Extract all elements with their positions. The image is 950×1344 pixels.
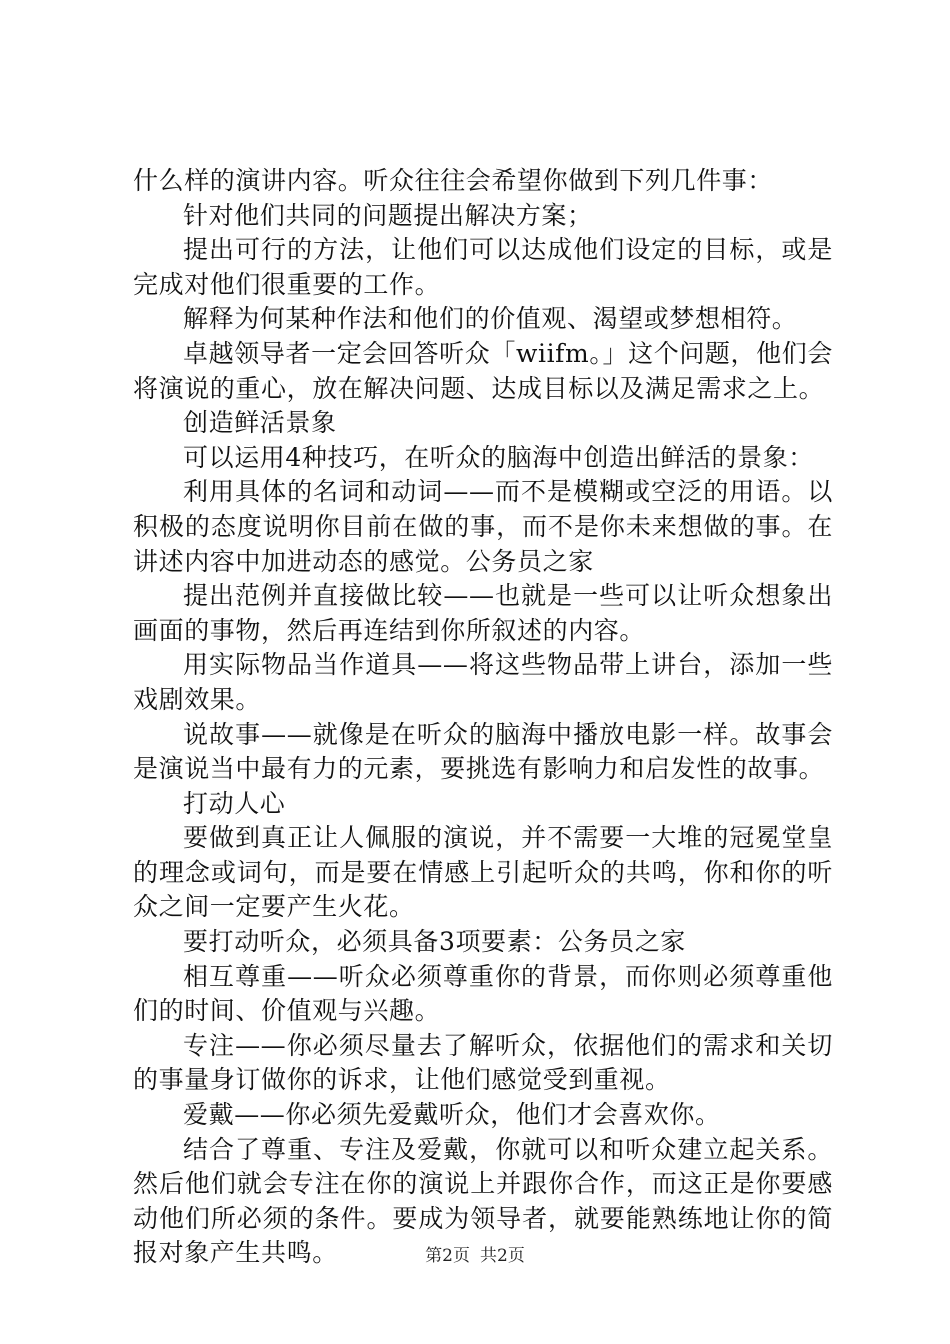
paragraph: 针对他们共同的问题提出解决方案； <box>183 200 593 230</box>
page-number: 第2页 <box>425 1246 470 1266</box>
paragraph: 结合了尊重、专注及爱戴，你就可以和听众建立起关系。然后他们就会专注在你的演说上并跟你合作，而这正是你要感动他们所必须的条件。要成为领导者，就要能熟练地让你的简报对象产生共鸣。 <box>133 1134 833 1268</box>
page-total: 共2页 <box>480 1246 525 1266</box>
paragraph: 解释为何某种作法和他们的价值观、渴望或梦想相符。 <box>183 304 798 334</box>
paragraph: 专注——你必须尽量去了解听众，依据他们的需求和关切的事量身订做你的诉求，让他们感觉受到重视。 <box>133 1030 833 1095</box>
paragraph: 打动人心 <box>183 788 286 818</box>
paragraph: 相互尊重——听众必须尊重你的背景，而你则必须尊重他们的时间、价值观与兴趣。 <box>133 961 833 1026</box>
paragraph: 提出范例并直接做比较——也就是一些可以让听众想象出画面的事物，然后再连结到你所叙述的内容。 <box>133 581 833 645</box>
paragraph: 用实际物品当作道具——将这些物品带上讲台，添加一些戏剧效果。 <box>133 650 833 714</box>
paragraph: 创造鲜活景象 <box>183 408 337 438</box>
page-footer <box>0 1241 950 1266</box>
paragraph: 要做到真正让人佩服的演说，并不需要一大堆的冠冕堂皇的理念或词句，而是要在情感上引起听众的共鸣，你和你的听众之间一定要产生火花。 <box>133 823 833 922</box>
paragraph: 提出可行的方法，让他们可以达成他们设定的目标，或是完成对他们很重要的工作。 <box>133 235 833 299</box>
paragraph: 什么样的演讲内容。听众往往会希望你做到下列几件事： <box>133 166 774 195</box>
paragraph: 利用具体的名词和动词——而不是模糊或空泛的用语。以积极的态度说明你目前在做的事，而不是你未来想做的事。在讲述内容中加进动态的感觉。公务员之家 <box>133 477 833 576</box>
document-body <box>133 164 833 1271</box>
paragraph: 要打动听众，必须具备3项要素：公务员之家 <box>183 927 686 957</box>
paragraph: 爱戴——你必须先爱戴听众，他们才会喜欢你。 <box>183 1100 721 1130</box>
paragraph: 说故事——就像是在听众的脑海中播放电影一样。故事会是演说当中最有力的元素，要挑选有影响力和启发性的故事。 <box>133 719 833 784</box>
paragraph: 可以运用4种技巧，在听众的脑海中创造出鲜活的景象： <box>183 442 814 472</box>
paragraph: 卓越领导者一定会回答听众「wiifm。」这个问题，他们会将演说的重心，放在解决问题、达成目标以及满足需求之上。 <box>133 338 833 403</box>
